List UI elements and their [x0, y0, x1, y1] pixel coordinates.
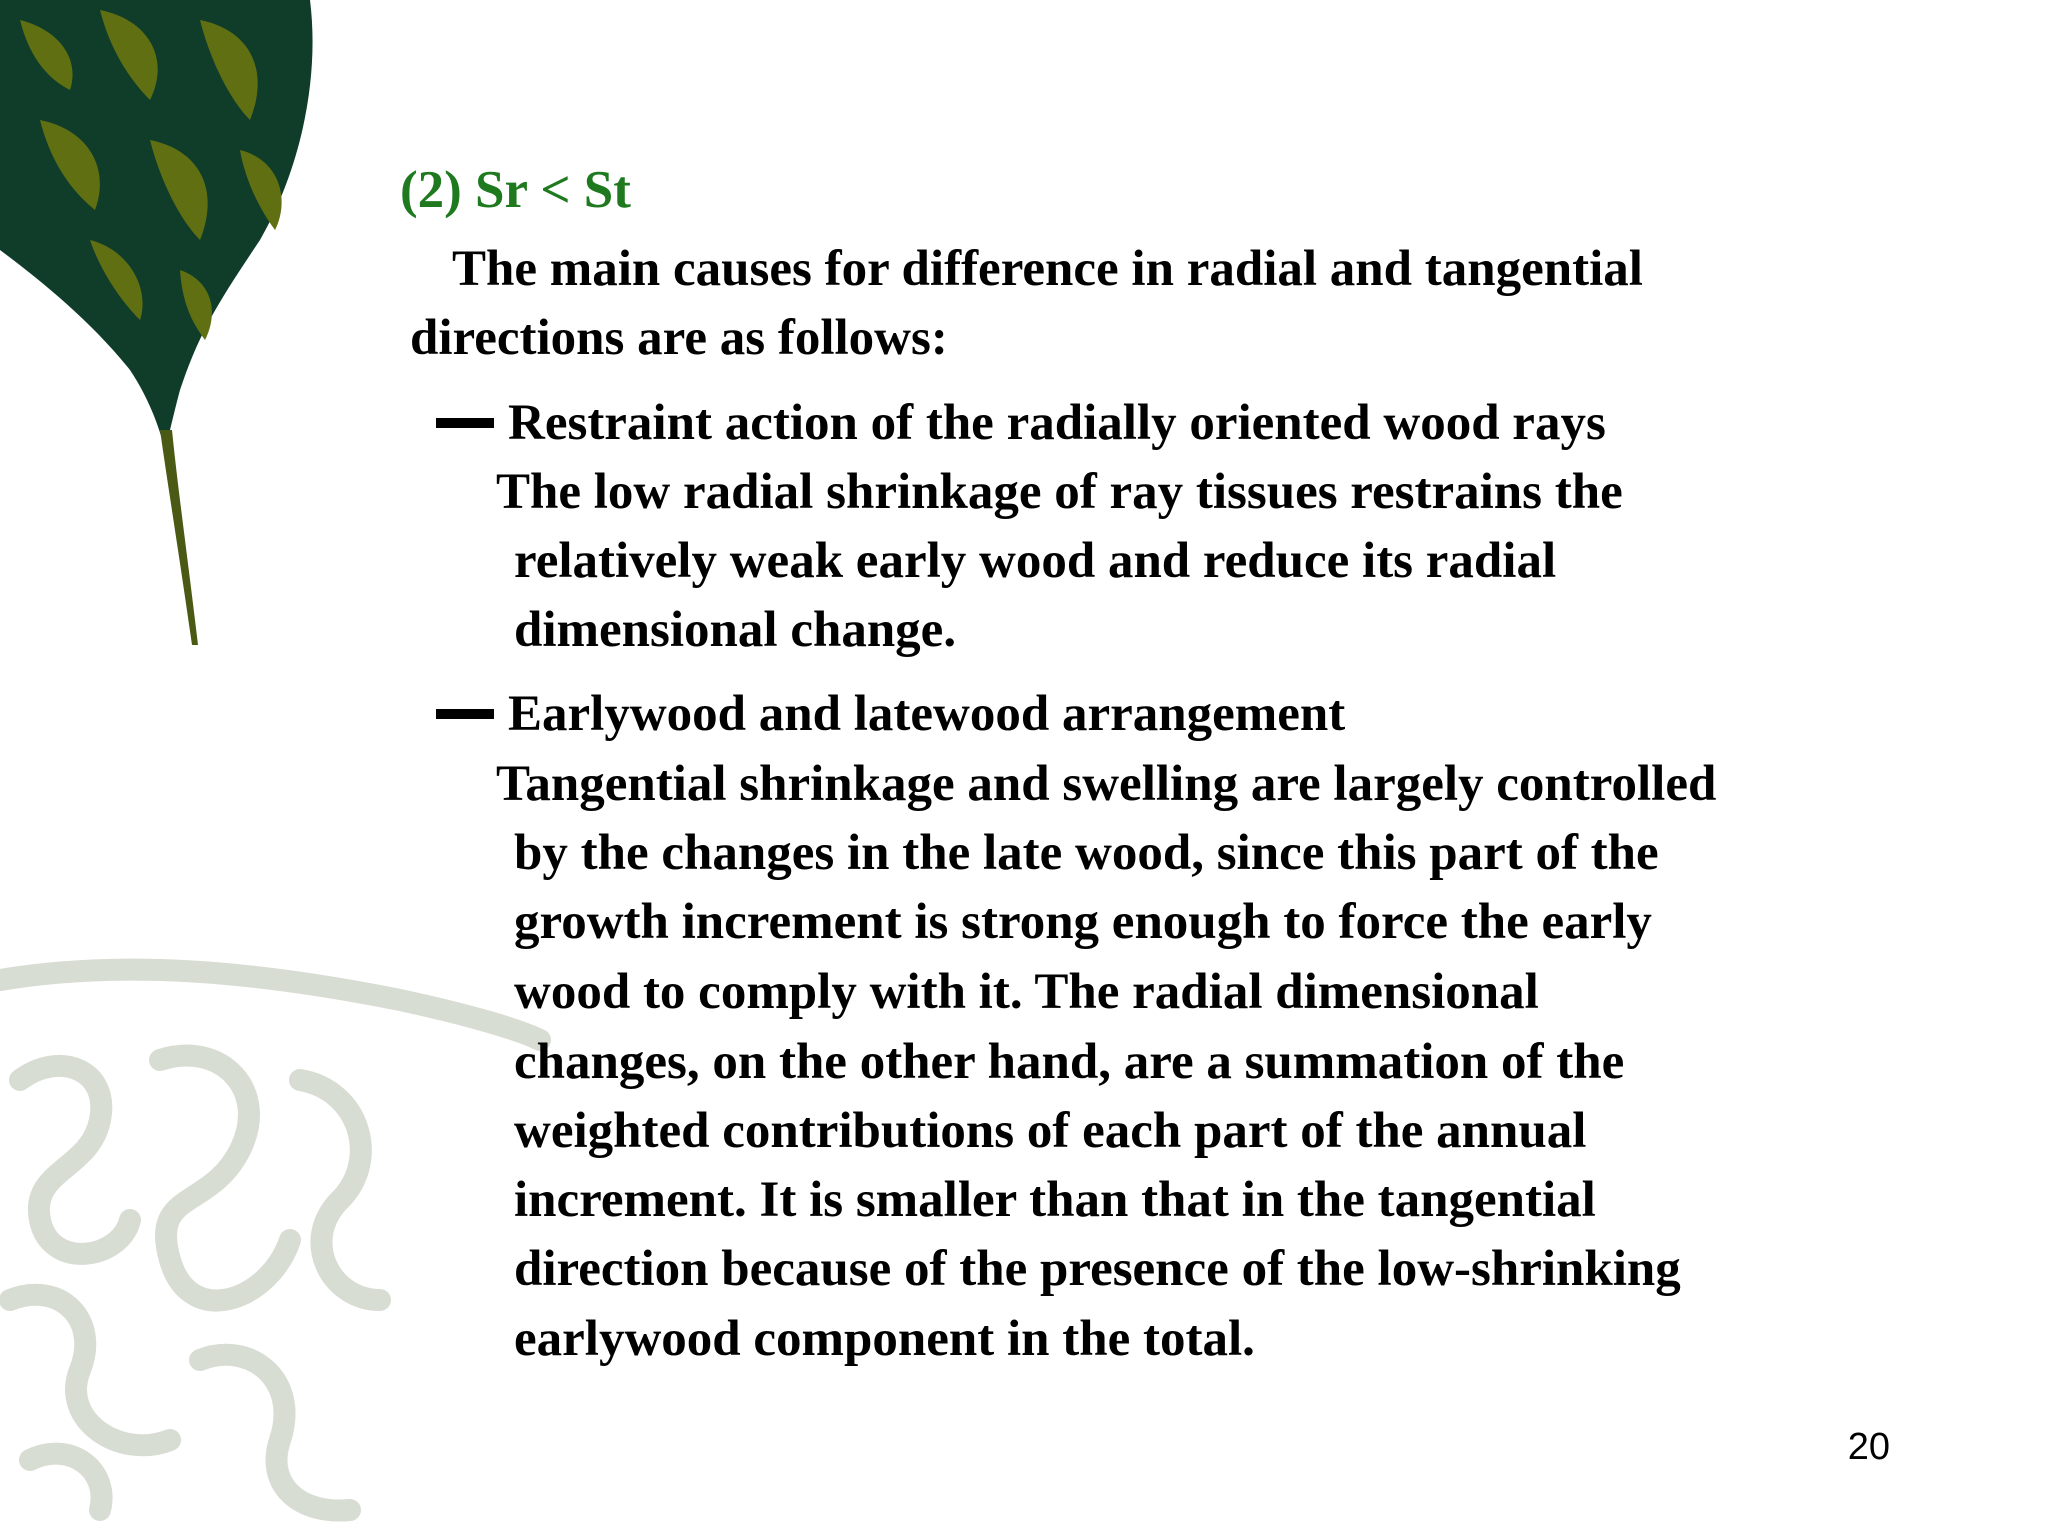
slide-heading: (2) Sr < St: [400, 161, 631, 219]
bullet-title-earlywood: [436, 680, 1345, 749]
bullet-body-line: Tangential shrinkage and swelling are largely controlled: [496, 756, 1717, 812]
bullet-body-line: earlywood component in the total.: [514, 1311, 1255, 1367]
bullet-body-line: growth increment is strong enough to force the early: [514, 894, 1652, 950]
dash-bullet-icon: [436, 709, 494, 719]
bullet-body-line: weighted contributions of each part of the annual: [514, 1103, 1587, 1159]
page-number: 20: [1847, 1426, 1890, 1468]
swirl-pattern-icon: [0, 940, 560, 1536]
bullet-body-line: relatively weak early wood and reduce its radial: [514, 533, 1557, 589]
bullet-body-line: The low radial shrinkage of ray tissues restrains the: [496, 464, 1623, 520]
bullet-title-rays: [436, 389, 1606, 458]
leaf-icon: [0, 0, 330, 660]
intro-line: The main causes for difference in radial and tangential: [452, 241, 1643, 297]
bullet-body-line: increment. It is smaller than that in the tangential: [514, 1172, 1596, 1228]
bullet-title-text: Earlywood and latewood arrangement: [508, 686, 1346, 742]
bullet-body-line: wood to comply with it. The radial dimensional: [514, 964, 1539, 1020]
intro-line: directions are as follows:: [410, 310, 948, 366]
dash-bullet-icon: [436, 418, 494, 428]
bullet-body-line: dimensional change.: [514, 602, 957, 658]
bullet-body-line: direction because of the presence of the low-shrinking: [514, 1241, 1681, 1297]
bullet-title-text: Restraint action of the radially oriented wood rays: [508, 395, 1606, 451]
bullet-body-line: changes, on the other hand, are a summation of the: [514, 1034, 1625, 1090]
bullet-body-line: by the changes in the late wood, since this part of the: [514, 825, 1659, 881]
